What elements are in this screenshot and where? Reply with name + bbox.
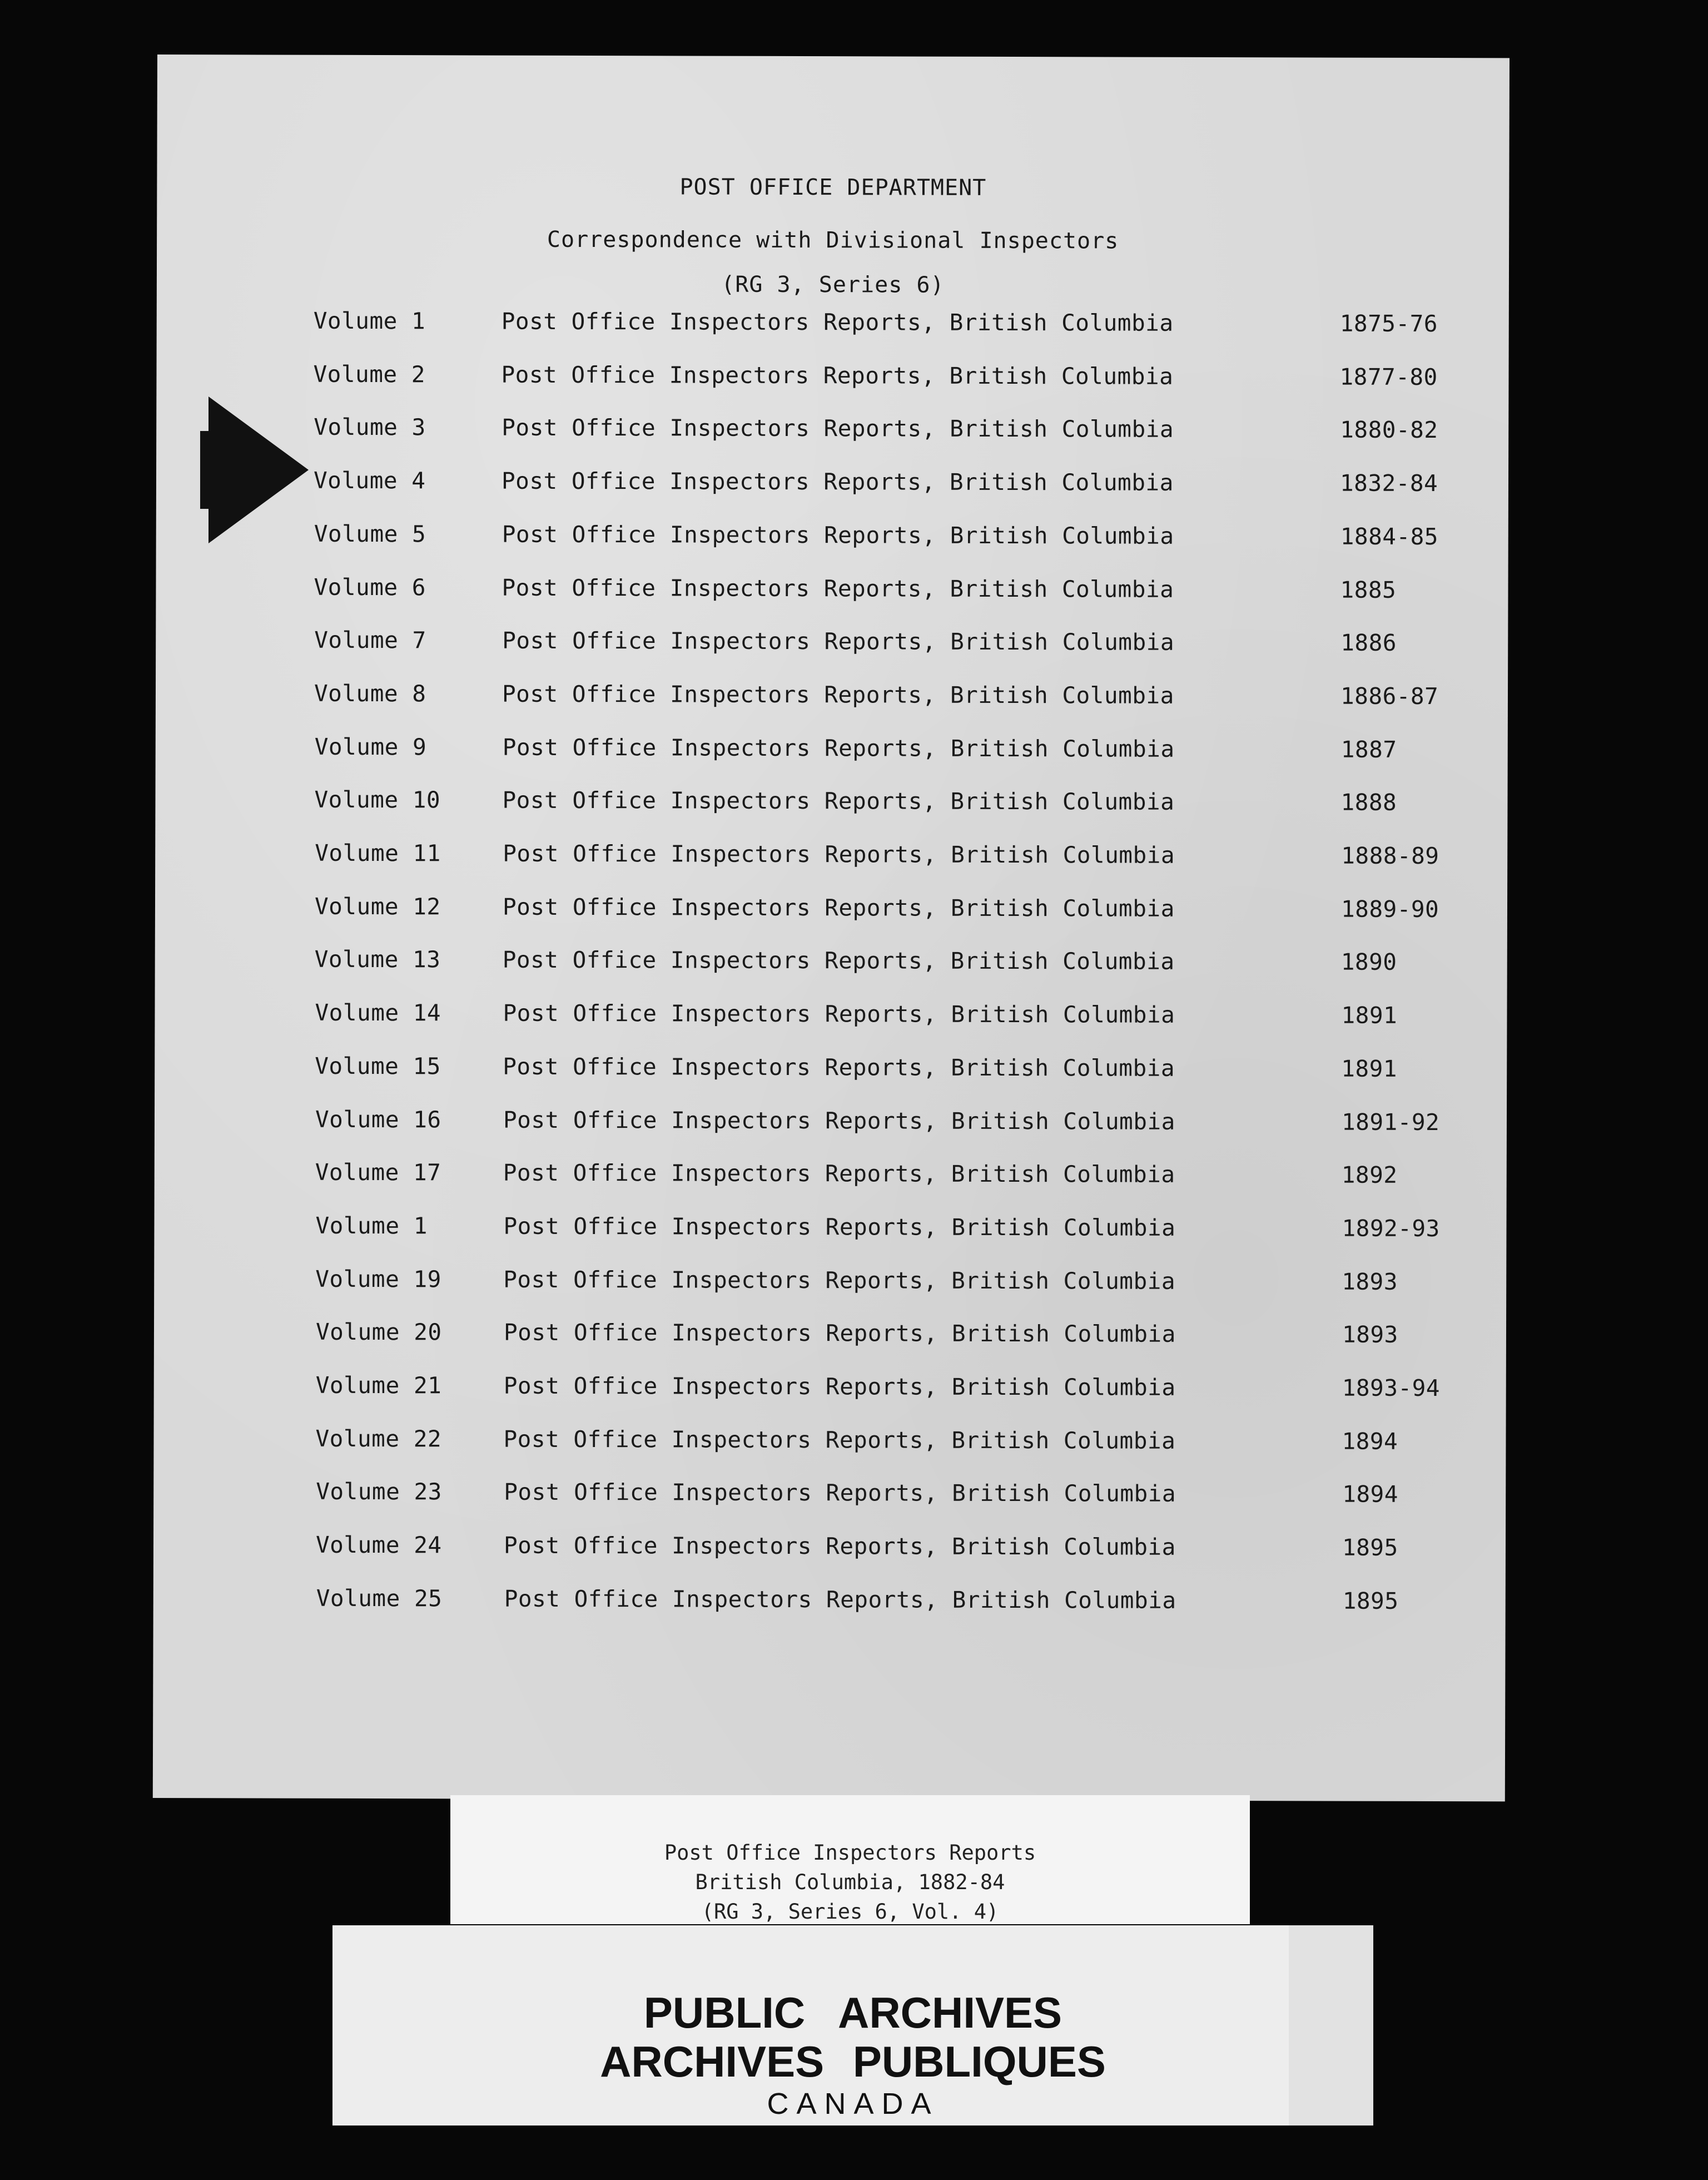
arrow-right-icon	[197, 392, 325, 548]
volume-row	[157, 307, 1509, 364]
volume-list	[157, 307, 1509, 1614]
volume-row	[155, 1158, 1507, 1215]
volume-row	[156, 733, 1508, 790]
volume-label: Volume 8	[314, 680, 426, 707]
volume-label: Volume 12	[314, 893, 441, 920]
volume-years: 1887	[1340, 736, 1397, 763]
archives-country: CANADA	[767, 2087, 939, 2120]
volume-years: 1884-85	[1340, 523, 1439, 550]
volume-row	[153, 1478, 1506, 1534]
volume-description: Post Office Inspectors Reports, British Columbia	[503, 1212, 1176, 1241]
page-title: POST OFFICE DEPARTMENT	[679, 174, 987, 201]
volume-row	[153, 1531, 1506, 1588]
archives-label-card	[332, 1925, 1373, 2126]
volume-row	[156, 520, 1508, 577]
caption-title: Post Office Inspectors Reports	[664, 1841, 1036, 1865]
volume-years: 1888	[1340, 789, 1397, 816]
volume-description: Post Office Inspectors Reports, British Columbia	[502, 680, 1174, 709]
volume-row	[155, 945, 1507, 1002]
volume-row	[155, 1105, 1507, 1162]
volume-description: Post Office Inspectors Reports, British Columbia	[502, 574, 1174, 603]
volume-label: Volume 19	[315, 1265, 441, 1292]
volume-description: Post Office Inspectors Reports, British Columbia	[502, 627, 1175, 656]
caption-reference: (RG 3, Series 6, Vol. 4)	[701, 1900, 999, 1924]
volume-row	[156, 626, 1508, 683]
archives-french: ARCHIVES PUBLIQUES	[600, 2037, 1106, 2086]
volume-label: Volume 2	[313, 360, 426, 388]
volume-row	[156, 467, 1508, 523]
volume-label: Volume 21	[315, 1371, 442, 1399]
volume-label: Volume 4	[313, 467, 426, 494]
volume-years: 1885	[1340, 576, 1397, 603]
document-page	[153, 54, 1510, 1801]
volume-years: 1888-89	[1341, 842, 1439, 870]
volume-row	[154, 1318, 1506, 1375]
volume-years: 1894	[1342, 1428, 1398, 1455]
volume-row	[153, 1584, 1506, 1641]
volume-years: 1895	[1342, 1534, 1398, 1561]
volume-years: 1891-92	[1341, 1108, 1440, 1136]
archives-english: PUBLIC ARCHIVES	[643, 1988, 1062, 2037]
volume-description: Post Office Inspectors Reports, British Columbia	[502, 947, 1175, 975]
volume-description: Post Office Inspectors Reports, British Columbia	[503, 1425, 1176, 1454]
volume-label: Volume 6	[314, 573, 426, 601]
volume-description: Post Office Inspectors Reports, British Columbia	[501, 361, 1174, 390]
volume-description: Post Office Inspectors Reports, British Columbia	[502, 786, 1175, 816]
volume-label: Volume 22	[315, 1425, 442, 1453]
record-group-reference: (RG 3, Series 6)	[721, 271, 945, 298]
volume-years: 1893	[1342, 1268, 1398, 1295]
volume-row	[155, 786, 1507, 843]
volume-label: Volume 1	[313, 307, 426, 335]
volume-row	[153, 1425, 1506, 1482]
volume-description: Post Office Inspectors Reports, British Columbia	[502, 414, 1174, 443]
volume-row	[156, 573, 1508, 630]
volume-label: Volume 23	[316, 1478, 442, 1505]
volume-years: 1891	[1341, 1055, 1398, 1082]
volume-row	[156, 413, 1508, 470]
volume-row	[155, 839, 1507, 896]
volume-label: Volume 10	[314, 786, 441, 814]
volume-years: 1877-80	[1339, 363, 1438, 390]
volume-row	[155, 893, 1507, 949]
volume-label: Volume 20	[315, 1319, 442, 1346]
volume-years: 1886	[1340, 629, 1397, 657]
volume-row	[156, 360, 1508, 417]
volume-label: Volume 3	[314, 414, 426, 441]
volume-label: Volume 24	[315, 1531, 442, 1559]
volume-description: Post Office Inspectors Reports, British Columbia	[503, 1372, 1176, 1401]
volume-label: Volume 14	[315, 999, 441, 1027]
volume-years: 1886-87	[1340, 682, 1439, 710]
volume-years: 1890	[1340, 948, 1397, 976]
volume-label: Volume 25	[316, 1584, 443, 1612]
volume-label: Volume 5	[314, 520, 426, 548]
volume-description: Post Office Inspectors Reports, British Columbia	[501, 467, 1174, 496]
volume-description: Post Office Inspectors Reports, British Columbia	[502, 521, 1174, 549]
volume-label: Volume 16	[315, 1106, 441, 1133]
volume-description: Post Office Inspectors Reports, British Columbia	[503, 1106, 1175, 1135]
volume-years: 1892-93	[1342, 1215, 1440, 1242]
volume-label: Volume 17	[315, 1158, 441, 1186]
volume-description: Post Office Inspectors Reports, British Columbia	[503, 1053, 1175, 1082]
volume-description: Post Office Inspectors Reports, British Columbia	[501, 308, 1174, 336]
volume-description: Post Office Inspectors Reports, British Columbia	[504, 1479, 1176, 1508]
volume-row	[154, 1265, 1506, 1322]
volume-label: Volume 13	[314, 946, 441, 973]
caption-subtitle: British Columbia, 1882-84	[695, 1870, 1005, 1894]
volume-row	[154, 1212, 1506, 1269]
volume-row	[154, 1371, 1506, 1428]
volume-label: Volume 7	[314, 626, 426, 654]
volume-description: Post Office Inspectors Reports, British Columbia	[503, 1319, 1176, 1348]
volume-years: 1895	[1342, 1587, 1399, 1614]
target-caption-card	[450, 1795, 1250, 1924]
volume-row	[156, 680, 1508, 736]
volume-row	[155, 1052, 1507, 1109]
volume-label: Volume 9	[314, 733, 427, 760]
volume-years: 1832-84	[1339, 469, 1438, 497]
volume-description: Post Office Inspectors Reports, British Columbia	[504, 1585, 1176, 1614]
volume-years: 1880-82	[1340, 416, 1438, 444]
volume-years: 1891	[1341, 1002, 1398, 1029]
volume-years: 1893-94	[1342, 1374, 1441, 1402]
volume-label: Volume 1	[315, 1212, 428, 1240]
volume-row	[155, 999, 1507, 1056]
volume-years: 1893	[1342, 1321, 1398, 1349]
volume-description: Post Office Inspectors Reports, British Columbia	[503, 1159, 1175, 1188]
volume-label: Volume 15	[315, 1052, 441, 1080]
page-subtitle: Correspondence with Divisional Inspectors	[547, 226, 1119, 254]
volume-years: 1875-76	[1339, 310, 1438, 338]
volume-description: Post Office Inspectors Reports, British Columbia	[503, 1532, 1176, 1560]
volume-years: 1889-90	[1340, 895, 1439, 923]
volume-description: Post Office Inspectors Reports, British Columbia	[503, 840, 1175, 869]
volume-years: 1894	[1342, 1480, 1399, 1508]
volume-description: Post Office Inspectors Reports, British Columbia	[502, 893, 1175, 922]
volume-description: Post Office Inspectors Reports, British Columbia	[503, 1266, 1176, 1295]
volume-description: Post Office Inspectors Reports, British Columbia	[503, 999, 1175, 1028]
volume-description: Post Office Inspectors Reports, British Columbia	[502, 734, 1175, 762]
volume-label: Volume 11	[315, 839, 441, 867]
volume-years: 1892	[1341, 1161, 1398, 1189]
